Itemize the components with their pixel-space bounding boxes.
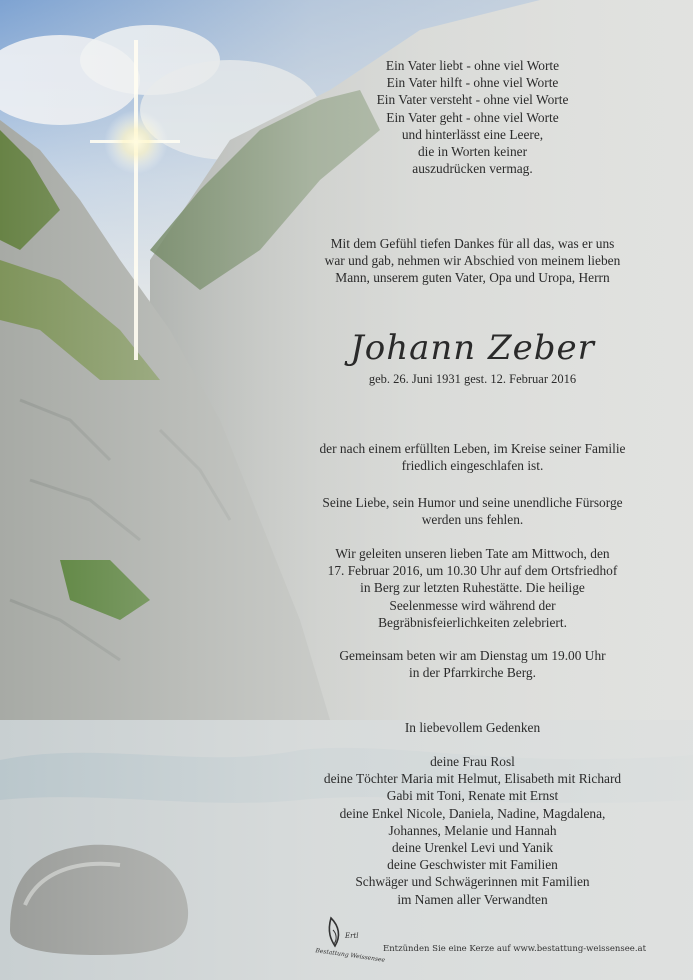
paragraph-prayer (290, 647, 655, 681)
thanks-line: Mit dem Gefühl tiefen Dankes für all das, was er uns (330, 236, 615, 251)
paragraph-funeral (290, 545, 655, 631)
family-line: Schwäger und Schwägerinnen mit Familien (355, 874, 590, 890)
deceased-name: Johann Zeber (350, 328, 595, 368)
poem-line: Ein Vater geht - ohne viel Worte (386, 109, 559, 125)
paragraph-line: Begräbnisfeierlichkeiten zelebriert. (378, 614, 567, 630)
family-line: deine Enkel Nicole, Daniela, Nadine, Magdalena, (339, 805, 606, 821)
paragraph-line: Gemeinsam beten wir am Dienstag um 19.00 Uhr (339, 648, 606, 663)
family-line: deine Geschwister mit Familien (387, 857, 558, 873)
paragraph-line: Seine Liebe, sein Humor und seine unendliche Fürsorge (322, 495, 623, 510)
paragraph-love (290, 494, 655, 528)
paragraph-line: 17. Februar 2016, um 10.30 Uhr auf dem Ortsfriedhof (327, 563, 618, 579)
paragraph-line: in der Pfarrkirche Berg. (409, 665, 536, 681)
family-line: deine Töchter Maria mit Helmut, Elisabeth mit Richard (323, 771, 622, 787)
family-line: Gabi mit Toni, Renate mit Ernst (386, 788, 559, 804)
poem-line: Ein Vater hilft - ohne viel Worte (386, 75, 559, 91)
poem-line: die in Worten keiner (417, 144, 528, 160)
poem-line: auszudrücken vermag. (412, 161, 533, 177)
candle-flame-icon (313, 912, 386, 964)
sun (104, 110, 168, 174)
paragraph-line: friedlich eingeschlafen ist. (401, 458, 544, 474)
thanks-line: Mann, unserem guten Vater, Opa und Uropa, Herrn (335, 270, 610, 286)
poem-line: und hinterlässt eine Leere, (401, 126, 544, 142)
family-line: deine Frau Rosl (430, 754, 515, 769)
funeral-home-logo[interactable] (313, 912, 386, 964)
paragraph-line: in Berg zur letzten Ruhestätte. Die heilige (360, 580, 585, 596)
poem-line: Ein Vater versteht - ohne viel Worte (376, 92, 569, 108)
thanks-line: war und gab, nehmen wir Abschied von meinem lieben (324, 253, 621, 269)
poem-line: Ein Vater liebt - ohne viel Worte (385, 58, 560, 73)
thanks-paragraph (290, 235, 655, 287)
family-line: im Namen aller Verwandten (397, 891, 548, 907)
family-line: Johannes, Melanie und Hannah (388, 822, 557, 838)
paragraph-line: der nach einem erfüllten Leben, im Kreise seiner Familie (319, 441, 626, 456)
footer-candle-link[interactable]: Entzünden Sie eine Kerze auf www.bestattung-weissensee.at (383, 944, 647, 954)
paragraph-peaceful (290, 440, 655, 474)
memory-heading (290, 719, 655, 736)
paragraph-line: Seelenmesse wird während der (389, 597, 556, 613)
poem (290, 57, 655, 177)
life-dates-text: geb. 26. Juni 1931 gest. 12. Februar 2016 (368, 372, 577, 386)
logo-bottom-text: Bestattung Weissensee (314, 947, 386, 964)
memory-text: In liebevollem Gedenken (404, 720, 541, 735)
logo-top-text: Ertl (345, 932, 359, 940)
family-list (290, 753, 655, 908)
life-dates (290, 371, 655, 388)
light-beam (134, 40, 138, 360)
family-line: deine Urenkel Levi und Yanik (391, 840, 554, 856)
paragraph-line: Wir geleiten unseren lieben Tate am Mittwoch, den (335, 546, 610, 561)
paragraph-line: werden uns fehlen. (421, 512, 524, 528)
